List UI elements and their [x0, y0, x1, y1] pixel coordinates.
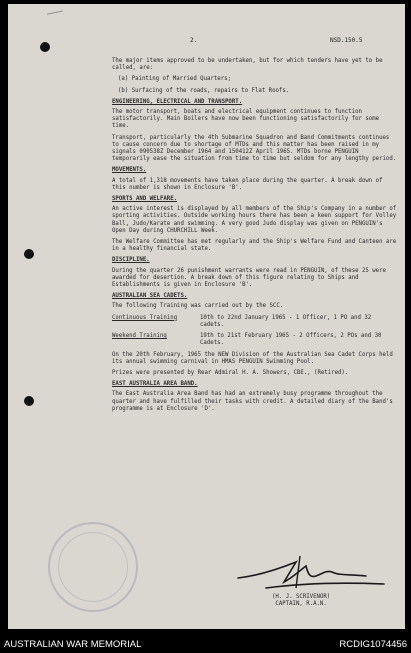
staple-mark [47, 10, 65, 24]
record-id: RCDIG1074456 [339, 639, 407, 650]
engineering-paragraph: Transport, particularly the 4th Submarine Squadron and Band Commitments continues to cause concern due to shortage of MTDs and this matter has been raised in my signals 090538Z December 1964 and 150412Z April 1965. MTDs borne PENGUIN temporarily ease the situation from time to time but seldom for any lengthy period. [112, 134, 397, 163]
punch-hole [40, 42, 50, 52]
training-label: Continuous Training [112, 314, 178, 321]
signatory-name: (H. J. SCRIVENOR) [272, 594, 331, 600]
intro-item: (a) Painting of Married Quarters; [118, 76, 231, 83]
signatory-rank: CAPTAIN, R.A.N. [275, 601, 327, 608]
cadets-paragraph: The following Training was carried out by the SCC. [112, 303, 284, 310]
document-body [112, 38, 398, 417]
training-value: 19th to 21st February 1965 - 2 Officers, 2 POs and 30 Cadets. [200, 333, 382, 347]
handwritten-signature [236, 548, 386, 598]
section-heading-engineering: ENGINEERING, ELECTRICAL AND TRANSPORT. [112, 98, 243, 105]
sports-paragraph: The Welfare Committee has met regularly and the Ship's Welfare Fund and Canteen are in a healthy financial state. [112, 239, 397, 253]
section-heading-sports: SPORTS AND WELFARE. [112, 196, 178, 203]
training-label: Weekend Training [112, 333, 167, 340]
engineering-paragraph: The motor transport, boats and electrical equipment continues to function satisfactorily. Main Boilers have now been functioning satisfactorily for some time. [112, 109, 380, 130]
band-paragraph: The East Australia Area Band has had an extremely busy programme throughout the quarter and have fulfilled their tasks with credit. A detailed diary of the Band's programme is at Enclosure 'D'. [112, 391, 393, 412]
training-row [112, 333, 398, 347]
cadets-paragraph: On the 20th February, 1965 the NEW Division of the Australian Sea Cadet Corps held its annual swimming carnival in HMAS PENGUIN Swimming Pool. [112, 351, 393, 365]
sports-paragraph: An active interest is displayed by all members of the Ship's Company in a number of sporting activities. Outside working hours there has been a keen support for Volley Ball, Judo/Karate and swimming. A very good Judo display was given on PENGUIN's Open Day during CHURCHILL Week. [112, 206, 397, 234]
punch-hole [24, 396, 34, 406]
document-reference: NSD.150.5 [330, 37, 363, 44]
intro-item: (b) Surfacing of the roads, repairs to Flat Roofs. [118, 87, 290, 94]
section-heading-cadets: AUSTRALIAN SEA CADETS. [112, 293, 188, 300]
signature-block [272, 594, 330, 609]
section-heading-movements: MOVEMENTS. [112, 167, 147, 174]
archive-footer [0, 636, 411, 653]
section-heading-band: EAST AUSTRALIA AREA BAND. [112, 381, 198, 388]
intro-text: The major items approved to be undertaken, but for which tenders have yet to be called, are: [112, 58, 383, 72]
cadets-paragraph: Prizes were presented by Rear Admiral H. A. Showers, CBE., (Retired). [112, 369, 349, 376]
received-stamp [48, 522, 138, 612]
archive-name: AUSTRALIAN WAR MEMORIAL [4, 639, 142, 650]
section-heading-discipline: DISCIPLINE. [112, 257, 150, 264]
discipline-paragraph: During the quarter 26 punishment warrants were read in PENGUIN, of these 25 were awarded for desertion. A break down of this figure relating to Ships and Establishments is given in Enclosure 'B'. [112, 267, 386, 289]
punch-hole [24, 249, 34, 259]
training-value: 10th to 22nd January 1965 - 1 Officer, 1 PO and 32 cadets. [200, 314, 372, 328]
document-page [8, 4, 405, 629]
training-row [112, 315, 398, 329]
movements-paragraph: A total of 1,318 movements have taken place during the quarter. A break down of this number is shown in Enclosure 'B'. [112, 177, 383, 191]
page-number: 2. [190, 37, 198, 44]
